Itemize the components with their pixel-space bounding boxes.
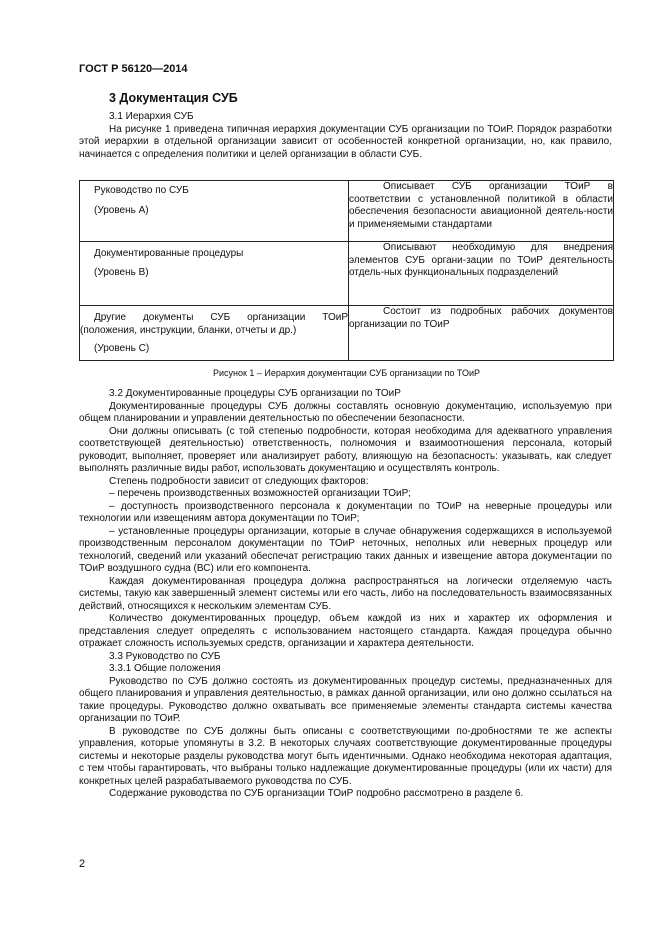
hierarchy-row-level-a [80, 181, 614, 242]
hierarchy-level-cell [80, 181, 349, 242]
hierarchy-description-cell [349, 306, 614, 361]
subsection-heading: 3.1 Иерархия СУБ [109, 111, 194, 122]
document-standard-number: ГОСТ Р 56120—2014 [79, 63, 188, 75]
level-code: (Уровень С) [94, 343, 150, 354]
level-title: Руководство по СУБ [94, 185, 189, 196]
section-title: 3 Документация СУБ [109, 91, 238, 105]
hierarchy-description-cell [349, 181, 614, 242]
level-description: Описывает СУБ организации ТОиР в соответствии с установленной политикой в области обеспечения безопасности авиационной деятель-ности и применяемыми стандартами [349, 181, 613, 230]
hierarchy-level-cell [80, 306, 349, 361]
hierarchy-row-level-b [80, 242, 614, 306]
paragraph: На рисунке 1 приведена типичная иерархия документации СУБ организации по ТОиР. Порядок разработки этой иерархии в отдельной организации зависит от особенностей конкретной организации, но, как правило, начинается с определения политики и целей организации в области СУБ. [79, 123, 612, 160]
paragraph: Руководство по СУБ должно состоять из документированных процедур системы, предназначенных для общего планирования и управления деятельностью, в рамках данной организации, или оно должно ссылаться на такие процедуры. Руководство должно охватывать все применяемые элементы стандарта системы качества организации по ТОиР. [79, 675, 612, 724]
section-3-1 [79, 111, 612, 161]
page-number: 2 [79, 858, 86, 870]
level-description: Состоит из подробных рабочих документов организации по ТОиР [349, 306, 613, 330]
level-title: Документированные процедуры [94, 248, 244, 259]
paragraph: Степень подробности зависит от следующих факторов: [109, 475, 369, 487]
level-title: Другие документы СУБ организации ТОиР (положения, инструкции, бланки, отчеты и др.) [80, 312, 348, 336]
paragraph: Документированные процедуры СУБ должны составлять основную документацию, используемую при общем планировании и управлении деятельностью по обеспечении безопасности. [79, 400, 612, 424]
paragraph: Каждая документированная процедура должна распространяться на логически отделяемую часть системы, такую как завершенный элемент системы или его часть, либо на последовательность взаимосвязанных действий, относящихся к нескольким элементам СУБ. [79, 575, 612, 612]
subsection-heading: 3.3 Руководство по СУБ [109, 650, 221, 662]
level-description: Описывают необходимую для внедрения элементов СУБ органи-зации по ТОиР деятельность отдель-ных функциональных подразделений [349, 242, 613, 278]
hierarchy-row-level-c [80, 306, 614, 361]
level-code: (Уровень А) [94, 204, 149, 216]
subsection-heading: 3.2 Документированные процедуры СУБ организации по ТОиР [109, 388, 401, 399]
list-item: – доступность производственного персонала к документации по ТОиР на неверные процедуры или технологии или извещениям автора документации по ТОиР; [79, 500, 612, 524]
level-code: (Уровень В) [94, 266, 149, 278]
figure-caption: Рисунок 1 – Иерархия документации СУБ организации по ТОиР [212, 368, 481, 378]
hierarchy-figure-table [79, 180, 614, 361]
subsection-heading: 3.3.1 Общие положения [109, 663, 221, 674]
paragraph: Они должны описывать (с той степенью подробности, которая необходима для адекватного управления соответствующей деятельностью) ответственность, полномочия и взаимоотношения персонала, который руководит, выполняет, проверяет или анализирует работу, влияющую на безопасность: указывать, как следует выполнять различные виды работ, использовать документацию и осуществлять контроль. [79, 425, 612, 474]
list-item: – установленные процедуры организации, которые в случае обнаружения содержащихся в используемой производственным персоналом документации по ТОиР неточных, неполных или неверных процедур или технологий, сведений или указаний обеспечат регистрацию таких данных и извещение автора документации по ТОиР воздушного судна (ВС) или его компонента. [79, 525, 612, 574]
section-3-2 [79, 388, 612, 801]
list-item: – перечень производственных возможностей организации ТОиР; [109, 488, 411, 499]
paragraph: Количество документированных процедур, объем каждой из них и характер их оформления и представления следует определять с использованием настоящего стандарта. Каждая процедура обычно отражает сложность используемых средств, организации и характера деятельности. [79, 613, 612, 649]
hierarchy-level-cell [80, 242, 349, 306]
paragraph: Содержание руководства по СУБ организации ТОиР подробно рассмотрено в разделе 6. [109, 788, 524, 799]
paragraph: В руководстве по СУБ должны быть описаны с соответствующими по-дробностями те же аспекты управления, которые упомянуты в 3.2. В некоторых случаях соответствующие документированные процедуры системы и некоторые разделы руководства могут быть идентичными. Однако необходима некоторая адаптация, с тем чтобы гарантировать, что выбраны только надлежащие документированные процедуры (или их части) для конкретных целей разрабатываемого руководства по СУБ. [79, 725, 612, 787]
hierarchy-description-cell [349, 242, 614, 306]
